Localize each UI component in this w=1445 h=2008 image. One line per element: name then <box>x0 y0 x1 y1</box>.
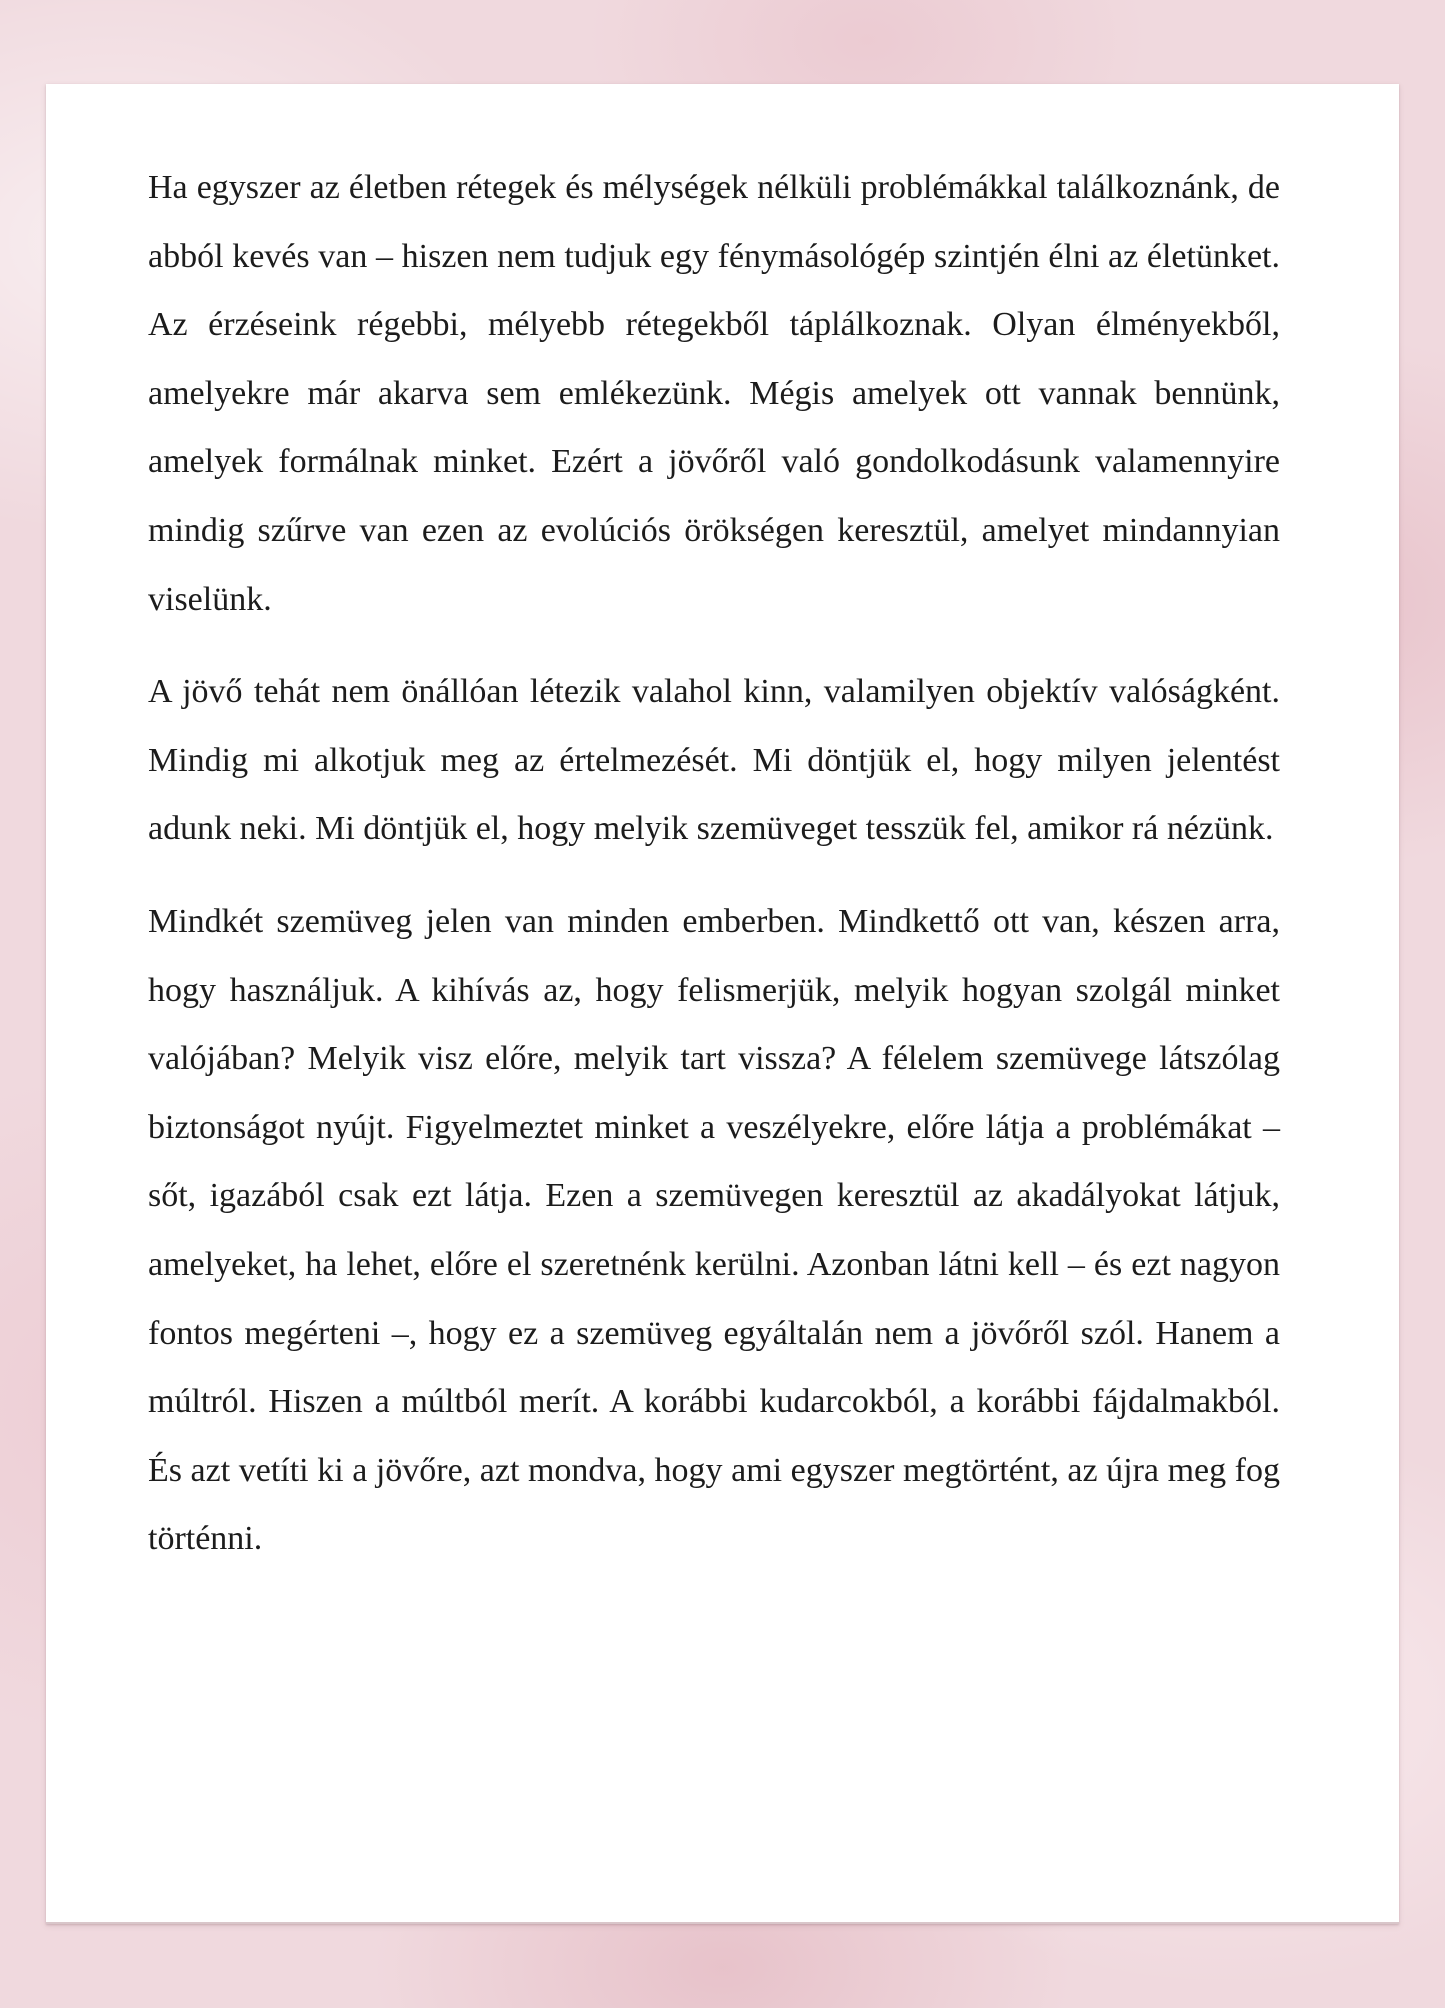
document-body <box>148 154 1280 1598</box>
paragraph-1: Ha egyszer az életben rétegek és mélységek nélküli problémákkal találkoznánk, de abból kevés van – hiszen nem tudjuk egy fénymásológép szintjén élni az életünket. Az érzéseink régebbi, mélyebb rétegekből táplálkoznak. Olyan élményekből, amelyekre már akarva sem emlékezünk. Mégis amelyek ott vannak bennünk, amelyek formálnak minket. Ezért a jövőről való gondolkodásunk valamennyire mindig szűrve van ezen az evolúciós örökségen keresztül, amelyet mindannyian viselünk. <box>148 169 1280 618</box>
paragraph-2: A jövő tehát nem önállóan létezik valahol kinn, valamilyen objektív valóságként. Mindig mi alkotjuk meg az értelmezését. Mi döntjük el, hogy milyen jelentést adunk neki. Mi döntjük el, hogy melyik szemüveget tesszük fel, amikor rá nézünk. <box>148 673 1280 848</box>
document-page <box>46 84 1399 1924</box>
paragraph-3: Mindkét szemüveg jelen van minden emberben. Mindkettő ott van, készen arra, hogy használjuk. A kihívás az, hogy felismerjük, melyik hogyan szolgál minket valójában? Melyik visz előre, melyik tart vissza? A félelem szemüvege látszólag biztonságot nyújt. Figyelmeztet minket a veszélyekre, előre látja a problémákat – sőt, igazából csak ezt látja. Ezen a szemüvegen keresztül az akadályokat látjuk, amelyeket, ha lehet, előre el szeretnénk kerülni. Azonban látni kell – és ezt nagyon fontos megérteni –, hogy ez a szemüveg egyáltalán nem a jövőről szól. Hanem a múltról. Hiszen a múltból merít. A korábbi kudarcokból, a korábbi fájdalmakból. És azt vetíti ki a jövőre, azt mondva, hogy ami egyszer megtörtént, az újra meg fog történni. <box>148 902 1280 1558</box>
